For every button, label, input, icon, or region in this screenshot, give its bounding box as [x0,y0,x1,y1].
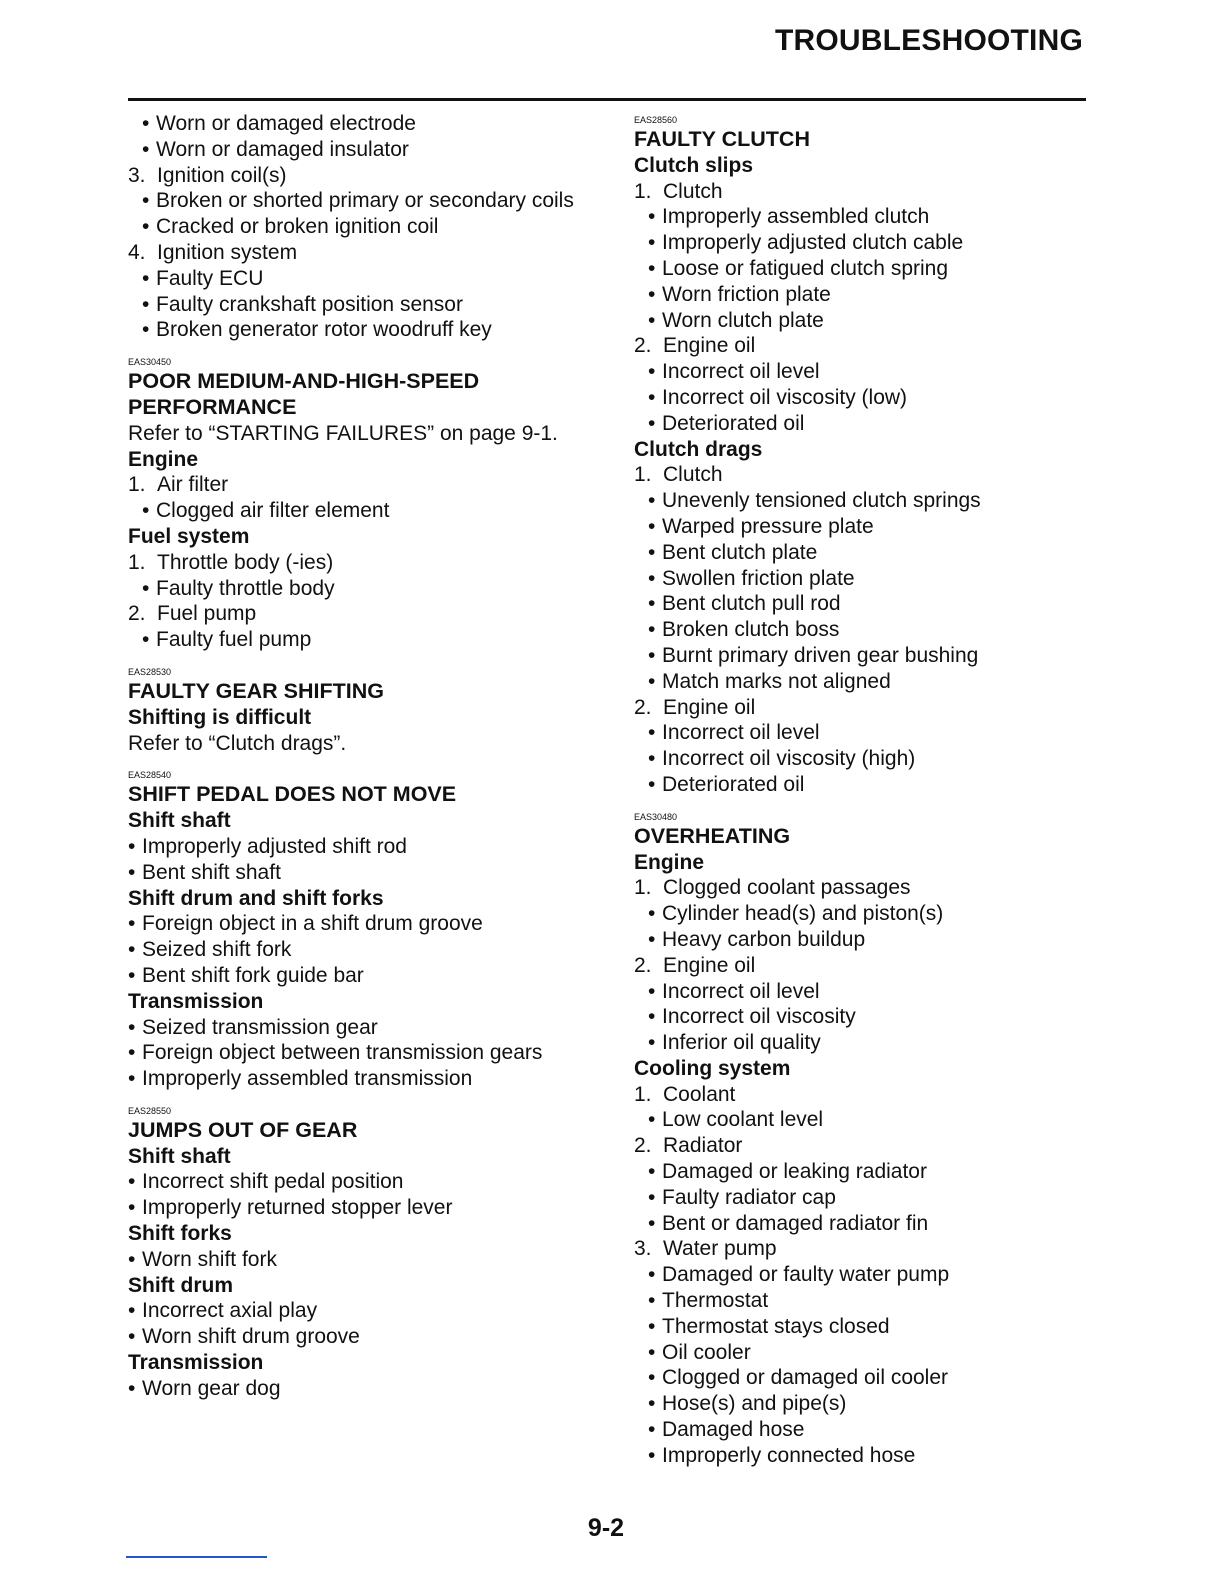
bullet-item [634,1185,1104,1211]
section-heading: SHIFT PEDAL DOES NOT MOVE [128,782,457,807]
section-heading: FAULTY GEAR SHIFTING [128,678,385,703]
item-number: 1. [634,179,652,203]
bullet-item [128,214,598,240]
bullet-icon: • [648,592,656,616]
bullet-item [128,1247,598,1273]
body-text: Refer to “Clutch drags”. [128,731,347,755]
item-text: Thermostat stays closed [662,1314,890,1338]
bullet-icon: • [142,215,150,239]
section-heading: POOR MEDIUM-AND-HIGH-SPEED [128,369,480,394]
item-text: Unevenly tensioned clutch springs [662,489,981,513]
item-text: Fuel pump [157,602,257,626]
item-text: Worn shift fork [142,1247,277,1271]
item-text: Incorrect oil level [662,360,820,384]
item-text: Worn or damaged insulator [156,137,409,161]
bullet-item [634,1288,1104,1314]
numbered-item [634,1082,1104,1108]
item-text: Bent or damaged radiator fin [662,1211,929,1235]
item-text: Damaged hose [662,1418,805,1442]
numbered-item [128,550,598,576]
bullet-item [634,230,1104,256]
numbered-item [634,462,1104,488]
bullet-item [128,860,598,886]
item-text: Incorrect axial play [142,1299,318,1323]
item-text: Deteriorated oil [662,772,805,796]
numbered-item [634,875,1104,901]
subsection-heading: Shift shaft [128,1144,231,1168]
bullet-icon: • [648,721,656,745]
item-text: Oil cooler [662,1340,751,1364]
numbered-item [634,333,1104,359]
item-text: Broken generator rotor woodruff key [156,318,492,342]
subsection-heading: Transmission [128,989,264,1013]
item-text: Faulty crankshaft position sensor [156,292,463,316]
bullet-icon: • [648,1108,656,1132]
bullet-icon: • [128,1170,136,1194]
page-number: 9-2 [587,1514,625,1542]
bullet-icon: • [648,514,656,538]
bullet-item [128,911,598,937]
bullet-item [634,617,1104,643]
page-header-title: TROUBLESHOOTING [775,24,1083,57]
bullet-icon: • [128,963,136,987]
numbered-item [634,953,1104,979]
item-text: Swollen friction plate [662,566,855,590]
bullet-icon: • [648,1392,656,1416]
item-number: 1. [128,550,146,574]
bullet-icon: • [648,411,656,435]
bullet-item [128,576,598,602]
subsection-heading: Shifting is difficult [128,705,312,729]
numbered-item [128,472,598,498]
bullet-item [634,1107,1104,1133]
bullet-item [128,188,598,214]
bullet-icon: • [128,860,136,884]
section-code: EAS30480 [634,811,678,822]
bullet-item [128,1376,598,1402]
item-text: Damaged or faulty water pump [662,1263,950,1287]
bullet-icon: • [142,628,150,652]
item-number: 3. [128,163,146,187]
item-text: Damaged or leaking radiator [662,1160,927,1184]
bullet-icon: • [648,643,656,667]
item-text: Coolant [663,1082,736,1106]
bullet-item [128,1169,598,1195]
bullet-item [634,359,1104,385]
item-text: Thermostat [662,1289,769,1313]
numbered-item [634,179,1104,205]
item-text: Broken or shorted primary or secondary coils [156,189,574,213]
bullet-icon: • [128,1376,136,1400]
bullet-item [634,1314,1104,1340]
item-text: Match marks not aligned [662,669,891,693]
bullet-item [634,385,1104,411]
left-column [128,111,598,1402]
bullet-icon: • [648,282,656,306]
bullet-item [128,627,598,653]
bullet-icon: • [648,1005,656,1029]
bullet-icon: • [142,266,150,290]
bullet-item [634,540,1104,566]
bullet-icon: • [648,360,656,384]
bullet-icon: • [128,1196,136,1220]
bullet-item [128,266,598,292]
bullet-icon: • [648,1211,656,1235]
bullet-icon: • [648,205,656,229]
subsection-heading: Fuel system [128,524,250,548]
bullet-icon: • [142,292,150,316]
section-heading: JUMPS OUT OF GEAR [128,1117,358,1142]
bullet-item [128,937,598,963]
item-text: Improperly adjusted clutch cable [662,231,964,255]
item-text: Worn or damaged electrode [156,112,416,135]
bullet-item [128,1195,598,1221]
bullet-icon: • [648,256,656,280]
bullet-item [634,488,1104,514]
bullet-item [128,1324,598,1350]
bullet-item [128,137,598,163]
item-number: 2. [634,1134,652,1158]
bullet-item [634,772,1104,798]
bullet-item [634,669,1104,695]
numbered-item [634,695,1104,721]
item-text: Clogged air filter element [156,499,390,523]
numbered-item [128,601,598,627]
item-number: 2. [634,953,652,977]
bullet-icon: • [142,499,150,523]
item-text: Incorrect oil level [662,721,820,745]
item-text: Heavy carbon buildup [662,927,866,951]
item-text: Incorrect shift pedal position [142,1170,404,1194]
body-text: Refer to “STARTING FAILURES” on page 9-1. [128,421,558,445]
bullet-icon: • [142,189,150,213]
bullet-item [634,282,1104,308]
bullet-item [128,963,598,989]
item-text: Low coolant level [662,1108,824,1132]
header-rule [128,98,1086,101]
right-column [634,111,1104,1469]
item-text: Deteriorated oil [662,411,805,435]
item-text: Incorrect oil level [662,979,820,1003]
bullet-item [634,1417,1104,1443]
bullet-icon: • [128,1247,136,1271]
item-number: 3. [634,1237,652,1261]
bullet-item [128,498,598,524]
bullet-icon: • [648,385,656,409]
bullet-icon: • [648,1418,656,1442]
bullet-item [634,1030,1104,1056]
bullet-icon: • [648,308,656,332]
bullet-item [128,317,598,343]
bullet-icon: • [648,927,656,951]
item-text: Incorrect oil viscosity (low) [662,385,908,409]
bullet-icon: • [648,747,656,771]
subsection-heading: Shift shaft [128,809,231,833]
numbered-item [128,163,598,189]
item-text: Worn shift drum groove [142,1325,360,1349]
bullet-item [128,1040,598,1066]
item-number: 1. [634,876,652,900]
bullet-icon: • [128,834,136,858]
bullet-icon: • [648,1289,656,1313]
item-text: Clogged or damaged oil cooler [662,1366,949,1390]
section-code: EAS30450 [128,357,172,368]
item-text: Burnt primary driven gear bushing [662,643,979,667]
item-text: Engine oil [663,334,756,358]
item-text: Bent clutch plate [662,540,818,564]
bullet-icon: • [648,1031,656,1055]
section-code: EAS28530 [128,666,172,677]
item-text: Worn gear dog [142,1376,281,1400]
bullet-item [634,746,1104,772]
bullet-item [128,1066,598,1092]
item-number: 2. [128,602,146,626]
bullet-icon: • [648,902,656,926]
subsection-heading: Shift drum and shift forks [128,886,384,910]
subsection-heading: Shift drum [128,1273,233,1297]
bullet-icon: • [648,1340,656,1364]
item-text: Faulty radiator cap [662,1185,836,1209]
item-text: Engine oil [663,953,756,977]
bullet-item [128,1015,598,1041]
bullet-item [634,1391,1104,1417]
bullet-icon: • [648,566,656,590]
item-number: 1. [128,473,146,497]
subsection-heading: Clutch slips [634,153,754,177]
item-text: Improperly assembled transmission [142,1067,473,1091]
numbered-item [634,1133,1104,1159]
footer-link-underline[interactable] [126,1556,267,1558]
bullet-icon: • [128,1299,136,1323]
item-text: Faulty throttle body [156,576,335,600]
item-text: Cracked or broken ignition coil [156,215,439,239]
item-text: Improperly returned stopper lever [142,1196,453,1220]
bullet-icon: • [128,1325,136,1349]
bullet-item [128,292,598,318]
item-text: Improperly adjusted shift rod [142,834,407,858]
item-number: 2. [634,695,652,719]
section-heading: PERFORMANCE [128,394,297,419]
subsection-heading: Shift forks [128,1222,232,1246]
bullet-item [634,1443,1104,1469]
bullet-icon: • [648,618,656,642]
item-text: Faulty ECU [156,266,264,290]
bullet-icon: • [648,231,656,255]
item-text: Worn clutch plate [662,308,824,332]
bullet-item [634,1262,1104,1288]
subsection-heading: Clutch drags [634,437,763,461]
numbered-item [128,240,598,266]
subsection-heading: Cooling system [634,1056,791,1080]
item-text: Inferior oil quality [662,1031,821,1055]
item-number: 1. [634,1082,652,1106]
bullet-icon: • [128,1041,136,1065]
bullet-icon: • [648,1366,656,1390]
item-text: Ignition system [157,240,298,264]
item-text: Warped pressure plate [662,514,874,538]
bullet-icon: • [648,1443,656,1467]
numbered-item [634,1236,1104,1262]
bullet-icon: • [142,137,150,161]
bullet-item [634,720,1104,746]
bullet-icon: • [648,1185,656,1209]
bullet-item [634,256,1104,282]
item-text: Loose or fatigued clutch spring [662,256,949,280]
item-text: Incorrect oil viscosity (high) [662,747,916,771]
bullet-item [634,514,1104,540]
item-text: Water pump [663,1237,777,1261]
item-number: 2. [634,334,652,358]
item-text: Bent shift shaft [142,860,281,884]
bullet-item [634,308,1104,334]
bullet-icon: • [648,540,656,564]
section-heading: OVERHEATING [634,823,791,848]
bullet-icon: • [648,979,656,1003]
section-code: EAS28550 [128,1105,172,1116]
item-text: Foreign object in a shift drum groove [142,912,483,936]
bullet-item [128,1298,598,1324]
bullet-icon: • [648,1160,656,1184]
subsection-heading: Engine [128,447,199,471]
bullet-item [634,1365,1104,1391]
section-code: EAS28540 [128,770,172,781]
bullet-item [634,927,1104,953]
subsection-heading: Engine [634,850,705,874]
bullet-item [634,1159,1104,1185]
bullet-item [634,411,1104,437]
item-text: Broken clutch boss [662,618,840,642]
item-text: Faulty fuel pump [156,628,312,652]
bullet-icon: • [142,318,150,342]
bullet-item [634,566,1104,592]
subsection-heading: Transmission [128,1351,264,1375]
bullet-item [634,204,1104,230]
item-text: Ignition coil(s) [157,163,287,187]
item-number: 1. [634,463,652,487]
bullet-icon: • [648,489,656,513]
section-code: EAS28560 [634,115,678,125]
bullet-icon: • [128,1015,136,1039]
item-text: Foreign object between transmission gears [142,1041,543,1065]
bullet-icon: • [648,772,656,796]
item-text: Worn friction plate [662,282,831,306]
bullet-item [128,834,598,860]
bullet-item [634,1340,1104,1366]
item-text: Seized transmission gear [142,1015,378,1039]
item-text: Cylinder head(s) and piston(s) [662,902,944,926]
bullet-icon: • [142,576,150,600]
bullet-item [634,591,1104,617]
bullet-item [128,111,598,137]
item-text: Hose(s) and pipe(s) [662,1392,847,1416]
bullet-icon: • [128,1067,136,1091]
bullet-item [634,1211,1104,1237]
bullet-item [634,1004,1104,1030]
item-text: Air filter [157,473,229,497]
bullet-item [634,643,1104,669]
item-text: Engine oil [663,695,756,719]
item-number: 4. [128,240,146,264]
item-text: Bent shift fork guide bar [142,963,364,987]
item-text: Incorrect oil viscosity [662,1005,856,1029]
item-text: Improperly assembled clutch [662,205,930,229]
bullet-icon: • [648,1263,656,1287]
bullet-item [634,979,1104,1005]
item-text: Improperly connected hose [662,1443,916,1467]
bullet-icon: • [648,669,656,693]
item-text: Bent clutch pull rod [662,592,841,616]
bullet-icon: • [648,1314,656,1338]
item-text: Seized shift fork [142,938,292,962]
bullet-icon: • [142,112,150,135]
item-text: Clogged coolant passages [663,876,911,900]
bullet-item [634,901,1104,927]
bullet-icon: • [128,938,136,962]
item-text: Radiator [663,1134,743,1158]
item-text: Clutch [663,463,723,487]
section-heading: FAULTY CLUTCH [634,127,810,151]
item-text: Clutch [663,179,723,203]
item-text: Throttle body (-ies) [157,550,334,574]
bullet-icon: • [128,912,136,936]
